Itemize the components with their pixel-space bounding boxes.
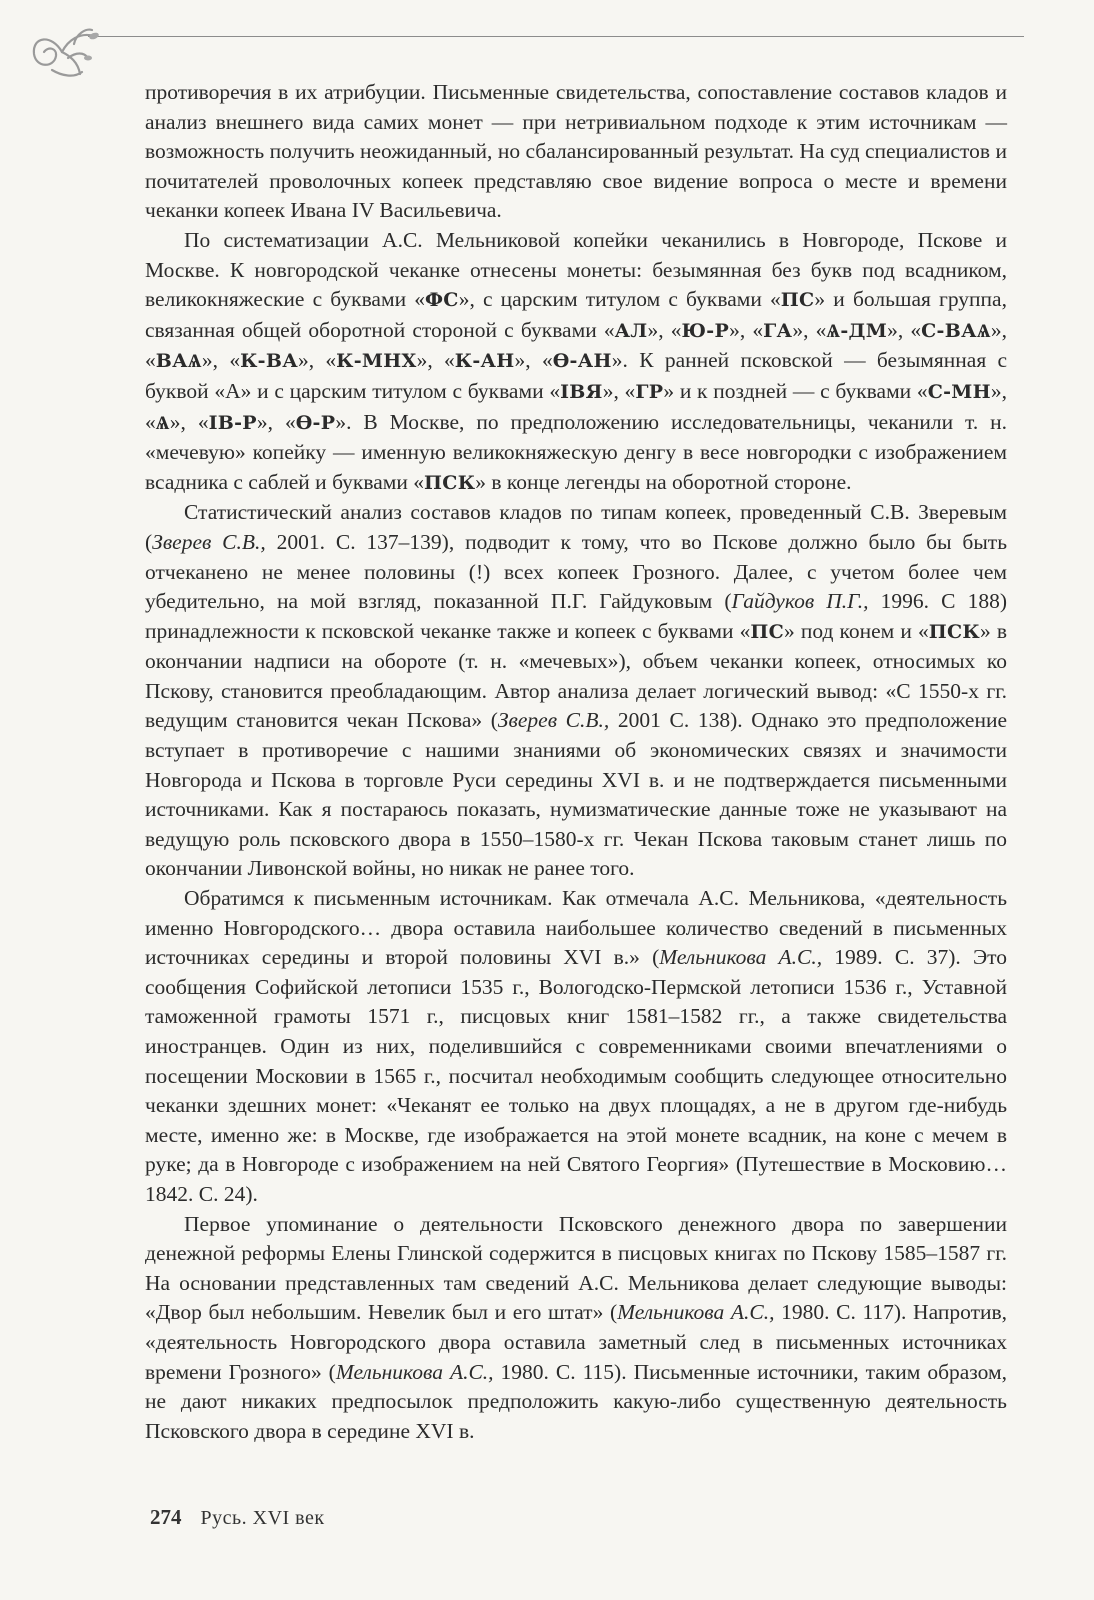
coin-letters: С-МН (927, 380, 991, 403)
text-run: », « (297, 348, 337, 373)
coin-letters: IВЯ (560, 380, 603, 403)
text-run: 1996. С 188) принадлежности к псковской чеканке также и копеек с буквами « (145, 589, 1007, 643)
coin-letters: ПС (750, 620, 784, 643)
coin-letters: ПСК (928, 620, 980, 643)
coin-letters: ВАѦ (155, 350, 202, 373)
text-run: противоречия в их атрибуции. Письменные свидетельства, сопоставление составов кладов и анализ внешнего вида самих монет — при нетривиальном подходе к этим источникам — возможность получить неожиданный, но сбалансированный результат. На суд специалистов и почитателей проволочных копеек представляю свое видение вопроса о месте и времени чеканки копеек Ивана IV Васильевича. (145, 80, 1007, 223)
page-number: 274 (150, 1505, 182, 1529)
coin-letters: ФС (424, 289, 459, 312)
text-run: », « (201, 348, 241, 373)
coin-letters: ГА (763, 319, 793, 342)
coin-letters: Ю-Р (681, 319, 730, 342)
citation-author: Зверев С.В., (497, 708, 610, 733)
text-run: », « (169, 409, 209, 434)
coin-letters: Ѳ-Р (295, 411, 336, 434)
floral-ornament-icon (22, 22, 118, 82)
citation-author: Мельникова А.С., (335, 1359, 494, 1384)
coin-letters: IВ-Р (208, 411, 257, 434)
text-run: », « (647, 317, 682, 342)
running-title: Русь. XVI век (200, 1507, 325, 1529)
text-run: », « (792, 317, 827, 342)
header-rule (88, 36, 1024, 37)
text-run: 2001. С. 137–139), подводит к тому, что во Пскове должно было бы быть отчеканено не менее половины (!) всех копеек Грозного. Далее, с учетом более чем убедительно, на мой взгляд, показанной П.Г. Гайдуковым ( (145, 529, 1008, 614)
citation-author: Зверев С.В., (152, 529, 266, 554)
text-run: По систематизации А.С. Мельниковой копейки чеканились в Новгороде, Пскове и Москве. К новгородской чеканке отнесены монеты: безымянная без букв под всадником, великокняжеские с буквами « (145, 227, 1007, 312)
text-run: », « (514, 348, 553, 373)
coin-letters: Ѳ-АН (552, 350, 612, 373)
text-run: » и большая группа, связанная общей оборотной стороной с буквами « (145, 287, 1007, 342)
citation-author: Мельникова А.С., (659, 945, 823, 970)
text-run: » под конем и « (784, 618, 929, 643)
text-run: Обратимся к письменным источникам. Как отмечала А.С. Мельникова, «деятельность именно Новгородского… двора оставила наибольшее количество сведений в письменных источниках середины и второй половины XVI в.» ( (145, 886, 1007, 970)
text-run: ». К ранней псковской — безымянная с буквой «А» и с царским титулом с буквами « (145, 348, 1008, 403)
text-run: », « (887, 317, 922, 342)
coin-letters: Ѧ-ДМ (826, 319, 888, 342)
paragraph (145, 226, 1007, 498)
text-run: » в окончании надписи на обороте (т. н. «мечевых»), объем чеканки копеек, относимых ко Пскову, становится преобладающим. Автор анализа делает логический вывод: «С 1550-х гг. ведущим становится чекан Пскова» ( (145, 618, 1008, 733)
coin-letters: ПС (780, 289, 815, 312)
text-run: », с царским титулом с буквами « (458, 287, 781, 312)
text-run: Первое упоминание о деятельности Псковского денежного двора по завершении денежной реформы Елены Глинской содержится в писцовых книгах по Пскову 1585–1587 гг. На основании представленных там сведений А.С. Мельникова делает следующие выводы: «Двор был небольшим. Невелик был и его штат» ( (145, 1211, 1007, 1325)
page-footer (150, 1505, 325, 1530)
text-run: 1989. С. 37). Это сообщения Софийской летописи 1535 г., Вологодско-Пермской летописи 1536 г., Уставной таможенной грамоты 1571 г., писцовых книг 1581–1582 гг., а также свидетельства иностранцев. Один из них, поделившийся с современниками своими впечатлениями о посещении Московии в 1565 г., посчитал необходимым сообщить следующее относительно чеканки здешних монет: «Чеканят ее только на двух площадях, а не в другом где-нибудь месте, именно же: в Москве, где изображается на этой монете всадник, на коне с мечем в руке; да в Новгороде с изображением на ней Святого Георгия» (Путешествие в Московию… 1842. С. 24). (145, 945, 1008, 1206)
text-run: Статистический анализ составов кладов по типам копеек, проведенный С.В. Зверевым ( (145, 500, 1007, 554)
text-run: 1980. С. 117). Напротив, «деятельность Новгородского двора оставила заметный след в письменных источниках времени Грозного» ( (145, 1300, 1007, 1384)
paragraph (145, 1210, 1007, 1447)
text-run: 1980. С. 115). Письменные источники, таким образом, не дают никаких предпосылок предположить какую-либо существенную деятельность Псковского двора в середине XVI в. (145, 1359, 1007, 1443)
paragraph (145, 884, 1007, 1210)
coin-letters: ГР (635, 380, 664, 403)
coin-letters: ПСК (424, 471, 476, 494)
text-run: » и к поздней — с буквами « (663, 378, 928, 403)
article-text (145, 78, 1007, 1446)
coin-letters: К-МНХ (336, 350, 417, 373)
coin-letters: Ѧ (155, 411, 170, 434)
paragraph (145, 498, 1007, 884)
paragraph (145, 78, 1007, 226)
text-run: », « (145, 378, 1008, 434)
text-run: 2001 С. 138). Однако это предположение вступает в противоречие с нашими знаниями об экономических связях и значимости Новгорода и Пскова в торговле Руси середины XVI в. и не подтверждается письменными источниками. Как я постараюсь показать, нумизматические данные тоже не указывают на ведущую роль псковского двора в 1550–1580-х гг. Чекан Пскова таковым станет лишь по окончании Ливонской войны, но никак не ранее того. (145, 708, 1007, 881)
text-run: ». В Москве, по предположению исследовательницы, чеканили т. н. «мечевую» копейку — именную великокняжескую денгу в весе новгородки с изображением всадника с саблей и буквами « (145, 409, 1008, 494)
text-run: », « (729, 317, 764, 342)
citation-author: Гайдуков П.Г., (731, 589, 869, 614)
text-run: », « (416, 348, 455, 373)
coin-letters: К-АН (454, 350, 515, 373)
text-run: », « (602, 378, 636, 403)
text-run: », « (256, 409, 296, 434)
coin-letters: АЛ (614, 319, 648, 342)
text-run: », « (145, 317, 1007, 373)
coin-letters: С-ВАѦ (921, 319, 991, 342)
coin-letters: К-ВА (240, 350, 298, 373)
text-run: » в конце легенды на оборотной стороне. (475, 469, 852, 494)
citation-author: Мельникова А.С., (617, 1300, 775, 1325)
